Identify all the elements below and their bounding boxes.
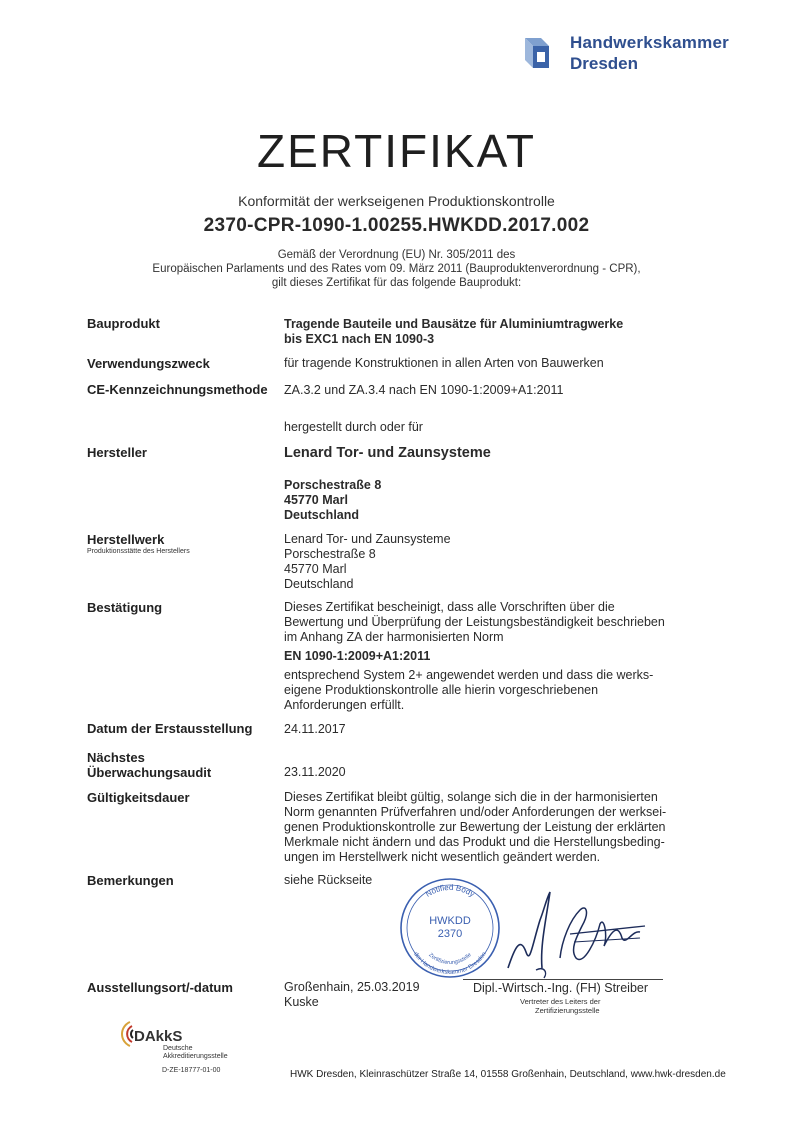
signature-line — [463, 979, 663, 980]
org-name-line2: Dresden — [570, 54, 639, 73]
sublabel-herstellwerk: Produktionsstätte des Herstellers — [87, 548, 190, 555]
svg-text:Notified Body — [424, 883, 476, 899]
dakks-line1: Deutsche — [163, 1045, 193, 1052]
stamp-bottom-text: der Handwerkskammer Dresden — [412, 951, 488, 977]
label-verwendungszweck: Verwendungszweck — [87, 356, 210, 371]
label-gueltigkeit: Gültigkeitsdauer — [87, 790, 190, 805]
dakks-name: DAkkS — [134, 1028, 183, 1045]
herstellwerk-line: Deutschland — [284, 577, 354, 591]
bestaetigung-line: im Anhang ZA der harmonisierten Norm — [284, 630, 504, 644]
bestaetigung-line: Dieses Zertifikat bescheinigt, dass alle Vorschriften über die — [284, 600, 615, 614]
bestaetigung-line: eigene Produktionskontrolle alle hierin vorgeschriebenen — [284, 683, 599, 697]
label-bauprodukt: Bauprodukt — [87, 316, 160, 331]
value-hersteller-name: Lenard Tor- und Zaunsysteme — [284, 445, 491, 461]
value-bestaetigung — [284, 600, 665, 713]
ausstellung-place-date: Großenhain, 25.03.2019 — [284, 980, 420, 994]
herstellwerk-line: 45770 Marl — [284, 562, 347, 576]
intro-line: Gemäß der Verordnung (EU) Nr. 305/2011 des — [277, 249, 516, 261]
bestaetigung-line: Anforderungen erfüllt. — [284, 698, 405, 712]
herstellwerk-line: Lenard Tor- und Zaunsysteme — [284, 532, 451, 546]
label-herstellwerk: Herstellwerk — [87, 532, 165, 547]
footer-address: HWK Dresden, Kleinraschützer Straße 14, 01558 Großenhain, Deutschland, www.hwk-dresden.de — [290, 1069, 726, 1080]
certificate-number: 2370-CPR-1090-1.00255.HWKDD.2017.002 — [203, 215, 590, 236]
intro-line: Europäischen Parlaments und des Rates vom 09. März 2011 (Bauproduktenverordnung - CPR), — [152, 263, 641, 275]
handwritten-signature — [500, 880, 650, 980]
label-naechstes-audit-line1: Nächstes — [87, 750, 145, 765]
gueltigkeit-line: Dieses Zertifikat bleibt gültig, solange sich die in der harmonisierten — [284, 790, 658, 804]
value-bemerkungen: siehe Rückseite — [284, 873, 373, 887]
label-hersteller: Hersteller — [87, 445, 147, 460]
hwk-cube-logo-icon — [515, 34, 561, 72]
label-erstausstellung: Datum der Erstausstellung — [87, 721, 253, 736]
dakks-id: D-ZE-18777-01-00 — [162, 1067, 221, 1074]
label-ausstellung: Ausstellungsort/-datum — [87, 980, 233, 995]
herstellwerk-line: Porschestraße 8 — [284, 547, 376, 561]
bauprodukt-line: bis EXC1 nach EN 1090-3 — [284, 332, 435, 346]
bauprodukt-line: Tragende Bauteile und Bausätze für Aluminiumtragwerke — [284, 317, 624, 331]
signer-role-line1: Vertreter des Leiters der — [520, 997, 601, 1006]
gueltigkeit-line: Merkmale nicht ändern und das Produkt und die Herstellungsbeding- — [284, 835, 665, 849]
value-verwendungszweck: für tragende Konstruktionen in allen Arten von Bauwerken — [284, 356, 604, 370]
signer-name: Dipl.-Wirtsch.-Ing. (FH) Streiber — [473, 981, 649, 995]
svg-text:Zertifizierungsstelle — [427, 952, 473, 966]
bestaetigung-line: Bewertung und Überprüfung der Leistungsbeständigkeit beschrieben — [284, 615, 665, 629]
stamp-center-line1: HWKDD — [429, 915, 471, 927]
dakks-logo-icon — [112, 1019, 134, 1049]
gueltigkeit-line: ungen im Herstellwerk nicht wesentlich geändert werden. — [284, 850, 601, 864]
org-name-line1: Handwerkskammer — [570, 33, 729, 52]
stamp-inner-text: Zertifizierungsstelle — [427, 952, 473, 967]
signer-role-line2: Zertifizierungsstelle — [535, 1006, 600, 1015]
bestaetigung-norm: EN 1090-1:2009+A1:2011 — [284, 649, 431, 663]
ausstellung-name: Kuske — [284, 995, 319, 1009]
stamp-center-line2: 2370 — [437, 928, 463, 940]
label-bestaetigung: Bestätigung — [87, 600, 163, 615]
label-bemerkungen: Bemerkungen — [87, 873, 174, 888]
intro-line: gilt dieses Zertifikat für das folgende Bauprodukt: — [271, 277, 522, 289]
value-bauprodukt — [284, 317, 623, 347]
value-herstellwerk — [284, 532, 451, 592]
bestaetigung-line: entsprechend System 2+ angewendet werden und dass die werks- — [284, 668, 654, 682]
dakks-line2: Akkreditierungsstelle — [163, 1053, 228, 1060]
value-erstausstellung: 24.11.2017 — [284, 722, 346, 736]
certificate-title: ZERTIFIKAT — [257, 125, 536, 177]
value-hersteller-address — [284, 478, 381, 523]
address-line: Deutschland — [284, 508, 360, 522]
label-naechstes-audit-line2: Überwachungsaudit — [87, 765, 212, 780]
address-line: Porschestraße 8 — [284, 478, 382, 492]
value-gueltigkeit — [284, 790, 666, 865]
value-ausstellung — [284, 980, 420, 1010]
manufactured-by-text: hergestellt durch oder für — [284, 420, 423, 434]
stamp-top-text: Notified Body — [423, 882, 477, 899]
notified-body-stamp — [398, 876, 502, 980]
gueltigkeit-line: Norm genannten Prüfverfahren und/oder Anforderungen der werksei- — [284, 805, 667, 819]
certificate-subtitle: Konformität der werkseigenen Produktionskontrolle — [238, 193, 555, 209]
gueltigkeit-line: genen Produktionskontrolle zur Bewertung der Leistung der erklärten — [284, 820, 666, 834]
label-ce-methode: CE-Kennzeichnungsmethode — [87, 382, 268, 397]
address-line: 45770 Marl — [284, 493, 348, 507]
value-naechstes-audit: 23.11.2020 — [284, 765, 346, 779]
value-ce-methode: ZA.3.2 und ZA.3.4 nach EN 1090-1:2009+A1:2011 — [284, 383, 564, 397]
